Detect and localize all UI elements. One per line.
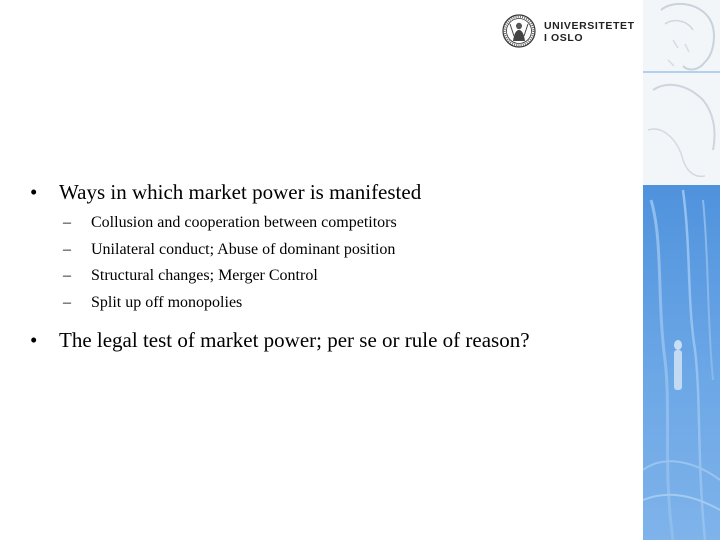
bullet-item — [30, 326, 630, 354]
dash-marker: – — [63, 240, 71, 258]
sub-bullet-item — [30, 210, 630, 237]
sub-bullet-list — [30, 210, 630, 316]
sub-bullet-text: Collusion and cooperation between competitors — [91, 214, 397, 231]
university-logo-text — [544, 20, 635, 44]
decorative-statue-band — [643, 0, 720, 540]
bullet-text: Ways in which market power is manifested — [59, 180, 422, 204]
bullet-marker: • — [30, 180, 38, 204]
dash-marker: – — [63, 214, 71, 231]
slide-body — [30, 178, 630, 354]
sub-bullet-item — [30, 290, 630, 317]
bullet-text: The legal test of market power; per se or rule of reason? — [59, 328, 530, 352]
university-seal-icon — [502, 14, 536, 48]
logo-line-1: UNIVERSITETET — [544, 20, 635, 32]
sub-bullet-item — [30, 237, 630, 264]
bullet-marker: • — [30, 328, 38, 352]
sub-bullet-text: Split up off monopolies — [91, 293, 243, 311]
bullet-item — [30, 178, 630, 206]
sub-bullet-item — [30, 263, 630, 290]
statue-artwork-image — [643, 0, 720, 540]
university-logo — [502, 14, 637, 52]
dash-marker: – — [63, 267, 71, 284]
dash-marker: – — [63, 293, 71, 311]
sub-bullet-text: Structural changes; Merger Control — [91, 267, 318, 284]
sub-bullet-text: Unilateral conduct; Abuse of dominant position — [91, 240, 396, 258]
logo-line-2: I OSLO — [544, 32, 584, 44]
